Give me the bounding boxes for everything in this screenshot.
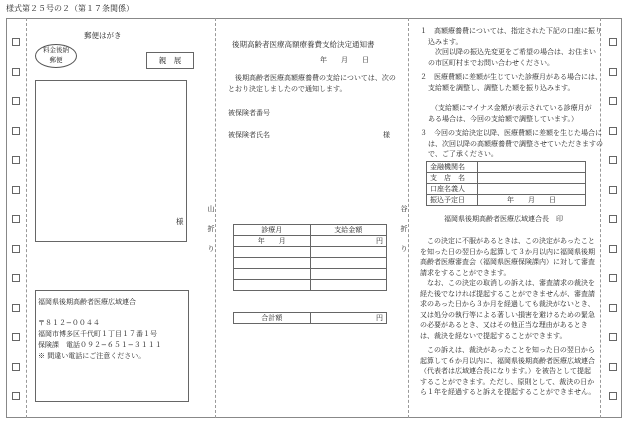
binding-hole: [609, 68, 617, 76]
notice-title: 後期高齢者医療高額療養費支給決定通知書: [232, 40, 375, 49]
fold-label-mountain: 山 折 り: [207, 205, 215, 253]
account-holder-label: 口座名義人: [427, 184, 478, 195]
binding-hole: [12, 392, 20, 400]
transfer-date-label: 振込予定日: [427, 195, 478, 206]
binding-hole: [609, 127, 617, 135]
row-amount: 円: [310, 236, 387, 247]
insured-name-honorific: 様: [383, 131, 390, 139]
bank-name-value: [478, 162, 586, 173]
binding-hole: [12, 304, 20, 312]
binding-hole: [12, 245, 20, 253]
appeal-paragraph-3: この訴えは、裁決があったことを知った日の翌日から起算して６か月以内に、福岡県後期高齢者医療広域連合（代表者は広域連合長になります。）を被告として提起することができます。ただし、原則として、裁決の日から１年を経過すると訴えを提起することができません。: [420, 346, 596, 397]
item-3: ３ 今回の支給決定以降、医療費額に差額を生じた場合には、次回以降の高額療養費で調整させていただきますので、ご了承ください。: [420, 129, 603, 159]
empty-cell: [310, 247, 387, 258]
confidential-box: 親 展: [146, 52, 194, 69]
payment-table: [233, 224, 387, 291]
item-2: ２ 医療費額に差額が生じていた診療月がある場合には、支給額を調整し、調整した額を振り込みます。: [420, 73, 602, 92]
binding-hole: [609, 38, 617, 46]
empty-cell: [310, 269, 387, 280]
binding-hole: [609, 274, 617, 282]
binding-hole: [12, 333, 20, 341]
binding-hole: [12, 127, 20, 135]
sender-phone: 保険課 電話０９２−６５１−３１１１: [38, 341, 162, 349]
binding-hole: [12, 274, 20, 282]
binding-hole: [609, 215, 617, 223]
header-month: 診療月: [234, 225, 311, 236]
postcard-label: 郵便はがき: [84, 31, 122, 40]
binding-hole: [12, 156, 20, 164]
binding-hole: [609, 392, 617, 400]
notice-body: 後期高齢者医療高額療養費の支給については、次のとおり決定しましたので通知します。: [228, 74, 396, 93]
sender-address: 福岡市博多区千代町１丁目１７番１号: [38, 330, 157, 338]
binding-hole: [12, 363, 20, 371]
empty-cell: [234, 269, 311, 280]
sender-postal: 〒８１２−００４４: [38, 319, 100, 327]
row-month: 年 月: [234, 236, 311, 247]
empty-cell: [234, 258, 311, 269]
issuer: 福岡県後期高齢者医療広域連合長 印: [444, 215, 563, 223]
binding-hole: [609, 363, 617, 371]
appeal-paragraph-1: この決定に不服があるときは、この決定があったことを知った日の翌日から起算して３か月以内に福岡県後期高齢者医療審査会（福岡県医療保険課内）に対して審査請求をすることができます。: [420, 237, 595, 277]
empty-cell: [310, 280, 387, 291]
total-table: [233, 312, 387, 324]
empty-cell: [234, 280, 311, 291]
fold-label-valley: 谷 折 り: [400, 205, 408, 253]
insured-name-label: 被保険者氏名: [228, 131, 270, 139]
total-label: 合計額: [234, 313, 311, 324]
binding-hole: [12, 68, 20, 76]
empty-cell: [234, 247, 311, 258]
binding-hole: [609, 333, 617, 341]
bank-table: [426, 161, 586, 206]
sender-org: 福岡県後期高齢者医療広域連合: [38, 298, 136, 306]
item-2-note: （支給額にマイナス金額が表示されている診療月がある場合は、今回の支給額で調整しています。）: [428, 104, 592, 123]
recipient-honorific: 様: [176, 217, 184, 226]
account-holder-value: [478, 184, 586, 195]
binding-hole: [12, 186, 20, 194]
binding-hole: [609, 245, 617, 253]
binding-hole: [12, 215, 20, 223]
binding-hole: [12, 38, 20, 46]
total-yen: 円: [310, 313, 387, 324]
binding-hole: [609, 156, 617, 164]
fold-line-valley: [408, 18, 409, 418]
header-amount: 支給金額: [310, 225, 387, 236]
bank-name-label: 金融機関名: [427, 162, 478, 173]
item-1: １ 高額療養費については、指定された下記の口座に振り込みます。: [420, 27, 602, 46]
binding-hole: [609, 97, 617, 105]
transfer-date-value: 年 月 日: [478, 195, 586, 206]
recipient-address-box: [35, 80, 187, 242]
sender-note: ※ 間違い電話にご注意ください。: [38, 352, 146, 360]
form-number: 様式第２５号の２（第１７条関係）: [6, 4, 134, 13]
item-1-note: 次回以降の振込先変更をご希望の場合は、お住まいの市区町村までお問い合わせください。: [428, 48, 596, 67]
notice-date: 年 月 日: [320, 56, 369, 64]
postage-stamp: 料金後納 郵便: [35, 44, 77, 68]
branch-value: [478, 173, 586, 184]
insured-number-label: 被保険者番号: [228, 109, 270, 117]
fold-line-mountain: [215, 18, 216, 418]
branch-label: 支 店 名: [427, 173, 478, 184]
binding-hole: [609, 186, 617, 194]
binding-hole: [12, 97, 20, 105]
empty-cell: [310, 258, 387, 269]
binding-hole: [609, 304, 617, 312]
perforation-left: [26, 18, 27, 418]
appeal-paragraph-2: なお、この決定の取消しの訴えは、審査請求の裁決を経た後でなければ提起することができませんが、審査請求のあった日から３か月を経過しても裁決がないとき、又は処分の執行等による著しい損害を避けるための緊急の必要があるとき、又はその他正当な理由があるときは、裁決を経ないで提起することができます。: [420, 279, 595, 340]
